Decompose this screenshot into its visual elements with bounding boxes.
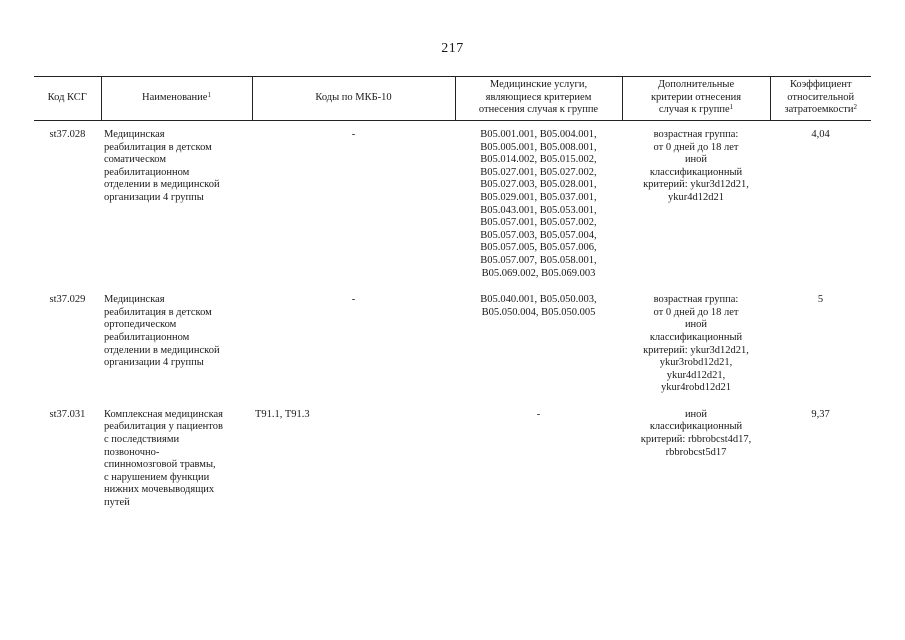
cell-name-line: спинномозговой травмы,	[104, 459, 216, 471]
cell-criteria-line: rbbrobcst5d17	[665, 446, 727, 458]
cell-services-line: -	[536, 408, 541, 420]
cell-services	[455, 294, 622, 395]
cell-coef-line: 9,37	[811, 408, 830, 420]
cell-criteria-line: иной	[684, 154, 708, 166]
cell-mkb-line: T91.1, T91.3	[255, 408, 310, 420]
ksg-table	[34, 76, 871, 510]
cell-criteria-line: возрастная группа:	[653, 294, 739, 306]
spacer-cell	[34, 121, 871, 130]
cell-name	[101, 129, 252, 280]
cell-criteria-line: ykur4d12d21	[668, 191, 724, 203]
cell-services-line: B05.014.002, B05.015.002,	[480, 154, 597, 166]
header-criteria	[622, 77, 770, 121]
gap-cell	[34, 395, 871, 409]
header-services	[455, 77, 622, 121]
cell-name-line: организации 4 группы	[104, 191, 204, 203]
cell-name-line: реабилитация у пациентов	[104, 421, 223, 433]
cell-name-line: позвоночно-	[104, 446, 160, 458]
cell-services-line: B05.043.001, B05.053.001,	[480, 204, 597, 216]
cell-code	[34, 409, 101, 510]
cell-services-line: B05.001.001, B05.004.001,	[480, 129, 597, 140]
gap-row	[34, 395, 871, 409]
table-row	[34, 409, 871, 510]
cell-criteria-line: критерий: ykur3d12d21,	[643, 179, 749, 191]
cell-criteria-line: ykur3robd12d21,	[659, 357, 733, 369]
table-row	[34, 294, 871, 395]
header-mkb	[252, 77, 455, 121]
header-coef-line: Коэффициент	[789, 79, 852, 91]
cell-name-line: реабилитационном	[104, 331, 190, 343]
cell-services-line: B05.027.001, B05.027.002,	[480, 166, 597, 178]
spacer-row	[34, 121, 871, 130]
cell-name-line: отделении в медицинской	[104, 344, 220, 356]
cell-name-line: организации 4 группы	[104, 357, 204, 369]
cell-name	[101, 409, 252, 510]
cell-name-line: ортопедическом	[104, 319, 177, 331]
cell-code	[34, 129, 101, 280]
cell-criteria-line: возрастная группа:	[653, 129, 739, 140]
footnote-marker: 1	[729, 103, 734, 112]
cell-criteria-line: классификационный	[649, 421, 743, 433]
header-row	[34, 77, 871, 121]
cell-name-line: соматическом	[104, 154, 167, 166]
cell-services	[455, 409, 622, 510]
header-coef-line: затратоемкости$^2$	[784, 103, 857, 116]
cell-name-line: Комплексная медицинская	[104, 408, 224, 420]
cell-name-line: отделении в медицинской	[104, 179, 220, 191]
cell-criteria-line: от 0 дней до 18 лет	[653, 306, 739, 318]
cell-criteria-line: критерий: rbbrobcst4d17,	[640, 434, 752, 446]
header-criteria-line: Дополнительные	[657, 79, 735, 91]
cell-coef	[770, 409, 871, 510]
header-services-line: Медицинские услуги,	[489, 79, 588, 91]
cell-name-line: с нарушением функции	[104, 471, 210, 483]
cell-coef	[770, 129, 871, 280]
cell-services-line: B05.069.002, B05.069.003	[481, 267, 596, 279]
cell-name-line: Медицинская	[104, 294, 165, 306]
gap-row	[34, 280, 871, 294]
header-name-line: Наименование$^1$	[142, 90, 211, 103]
header-mkb-line: Коды по МКБ-10	[315, 91, 392, 103]
cell-name-line: реабилитация в детском	[104, 306, 212, 318]
cell-name-line: реабилитационном	[104, 166, 190, 178]
cell-name-line: с последствиями	[104, 434, 180, 446]
cell-services	[455, 129, 622, 280]
header-code-line: Код КСГ	[47, 91, 87, 103]
header-services-line: отнесения случая к группе	[478, 104, 599, 116]
cell-mkb-line: -	[351, 294, 356, 306]
table-body	[34, 121, 871, 510]
cell-mkb	[252, 294, 455, 395]
header-coef-line: относительной	[787, 91, 855, 103]
cell-services-line: B05.057.005, B05.057.006,	[480, 242, 597, 254]
page-number: 217	[441, 41, 464, 56]
footnote-marker: 2	[853, 103, 857, 112]
cell-name-line: реабилитация в детском	[104, 141, 212, 153]
cell-code	[34, 294, 101, 395]
header-criteria-line: случая к группе$^1$	[658, 103, 734, 116]
cell-criteria-line: ykur4d12d21,	[666, 369, 726, 381]
cell-criteria-line: ykur4robd12d21	[661, 382, 731, 394]
cell-services-line: B05.057.001, B05.057.002,	[480, 217, 597, 229]
cell-mkb	[252, 409, 455, 510]
cell-criteria-line: иной	[684, 408, 708, 420]
header-services-line: являющиеся критерием	[485, 91, 592, 103]
cell-name-line: путей	[104, 497, 130, 509]
cell-coef	[770, 294, 871, 395]
cell-services-line: B05.029.001, B05.037.001,	[480, 191, 597, 203]
table-header	[34, 77, 871, 121]
cell-services-line: B05.057.007, B05.058.001,	[480, 254, 597, 266]
cell-services-line: B05.005.001, B05.008.001,	[480, 141, 597, 153]
cell-criteria-line: классификационный	[649, 166, 743, 178]
header-criteria-line: критерии отнесения	[650, 91, 742, 103]
cell-criteria	[622, 129, 770, 280]
cell-services-line: B05.057.003, B05.057.004,	[480, 229, 597, 241]
cell-services-line: B05.050.004, B05.050.005	[481, 306, 596, 318]
cell-criteria	[622, 294, 770, 395]
cell-criteria-line: классификационный	[649, 331, 743, 343]
header-code	[34, 77, 101, 121]
cell-mkb-line: -	[351, 129, 356, 140]
cell-coef-line: 5	[817, 294, 824, 306]
cell-name-line: нижних мочевыводящих	[104, 484, 215, 496]
cell-criteria-line: от 0 дней до 18 лет	[653, 141, 739, 153]
cell-code-line: st37.031	[49, 408, 86, 420]
cell-mkb	[252, 129, 455, 280]
cell-code-line: st37.028	[49, 129, 86, 140]
cell-services-line: B05.040.001, B05.050.003,	[480, 294, 597, 306]
cell-criteria	[622, 409, 770, 510]
cell-name	[101, 294, 252, 395]
table-row	[34, 129, 871, 280]
header-name	[101, 77, 252, 121]
cell-coef-line: 4,04	[811, 129, 830, 140]
cell-criteria-line: критерий: ykur3d12d21,	[643, 344, 749, 356]
cell-services-line: B05.027.003, B05.028.001,	[480, 179, 597, 191]
cell-code-line: st37.029	[49, 294, 86, 306]
gap-cell	[34, 280, 871, 294]
header-coef	[770, 77, 871, 121]
footnote-marker: 1	[207, 90, 211, 99]
cell-name-line: Медицинская	[104, 129, 165, 140]
cell-criteria-line: иной	[684, 319, 708, 331]
